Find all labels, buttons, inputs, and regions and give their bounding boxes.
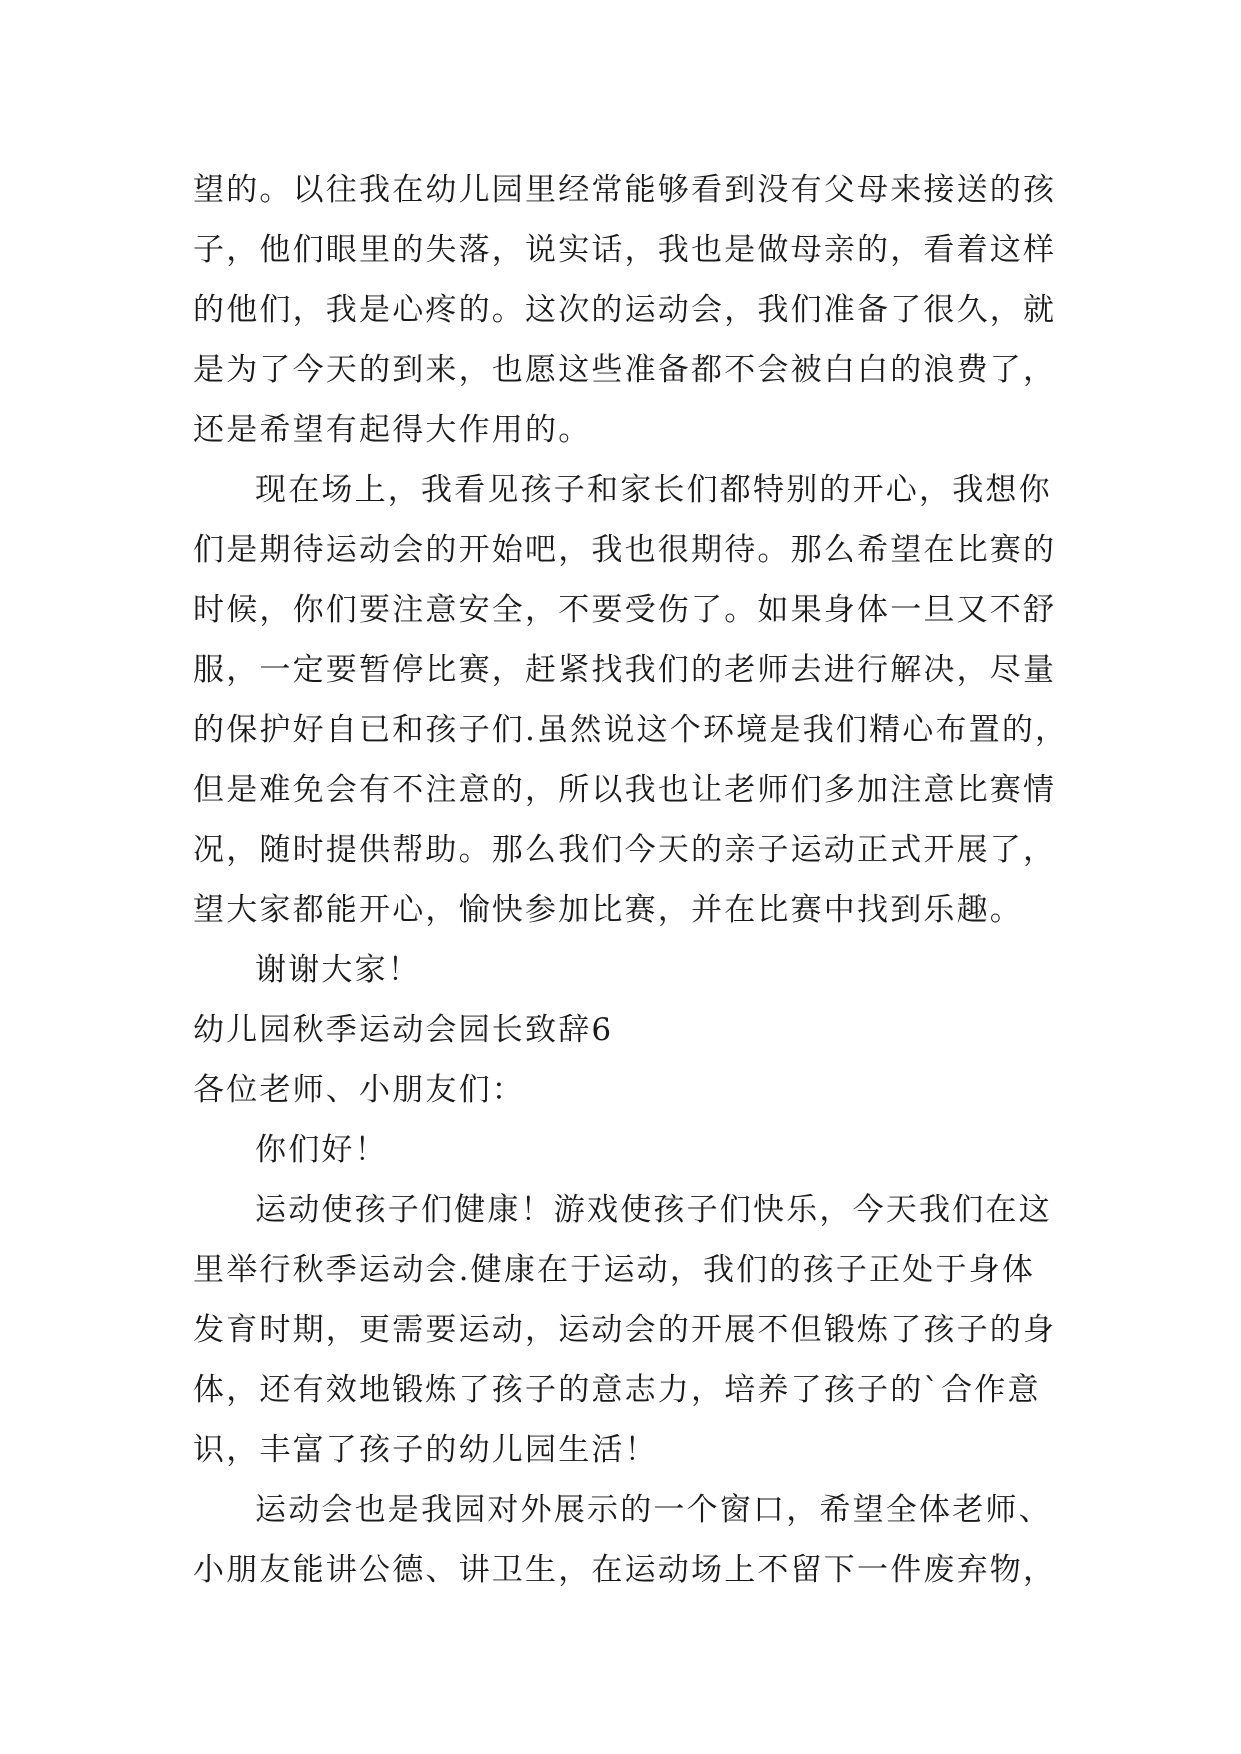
text-line: 发育时期，更需要运动，运动会的开展不但锻炼了孩子的身 — [193, 1312, 1057, 1348]
text-line: 但是难免会有不注意的，所以我也让老师们多加注意比赛情 — [193, 772, 1057, 808]
text-line: 们是期待运动会的开始吧，我也很期待。那么希望在比赛的 — [193, 532, 1057, 568]
text-line: 的他们，我是心疼的。这次的运动会，我们准备了很久，就 — [193, 292, 1057, 328]
text-line: 子，他们眼里的失落，说实话，我也是做母亲的，看着这样 — [193, 232, 1057, 268]
text-line: 识，丰富了孩子的幼儿园生活！ — [193, 1432, 658, 1468]
text-line: 还是希望有起得大作用的。 — [193, 412, 592, 448]
text-line: 望的。以往我在幼儿园里经常能够看到没有父母来接送的孩 — [193, 172, 1057, 208]
text-line: 况，随时提供帮助。那么我们今天的亲子运动正式开展了， — [193, 832, 1057, 868]
text-line: 里举行秋季运动会.健康在于运动，我们的孩子正处于身体 — [193, 1252, 1036, 1288]
text-line: 服，一定要暂停比赛，赶紧找我们的老师去进行解决，尽量 — [193, 652, 1057, 688]
text-line: 望大家都能开心，愉快参加比赛，并在比赛中找到乐趣。 — [193, 892, 1023, 928]
text-line: 体，还有效地锻炼了孩子的意志力，培养了孩子的`合作意 — [193, 1372, 1041, 1408]
salutation: 各位老师、小朋友们： — [193, 1072, 525, 1108]
text-line: 时候，你们要注意安全，不要受伤了。如果身体一旦又不舒 — [193, 592, 1057, 628]
text-line: 小朋友能讲公德、讲卫生，在运动场上不留下一件废弃物， — [193, 1552, 1057, 1588]
greeting: 你们好！ — [255, 1132, 388, 1168]
closing-thanks: 谢谢大家！ — [255, 952, 421, 988]
section-heading: 幼儿园秋季运动会园长致辞6 — [193, 1012, 614, 1048]
text-line: 是为了今天的到来，也愿这些准备都不会被白白的浪费了， — [193, 352, 1057, 388]
paragraph-first-line: 现在场上，我看见孩子和家长们都特别的开心，我想你 — [255, 472, 1052, 508]
document-body — [193, 160, 1069, 1600]
text-line: 的保护好自已和孩子们.虽然说这个环境是我们精心布置的， — [193, 712, 1069, 748]
paragraph-first-line: 运动会也是我园对外展示的一个窗口，希望全体老师、 — [255, 1492, 1052, 1528]
paragraph-first-line: 运动使孩子们健康！游戏使孩子们快乐，今天我们在这 — [255, 1192, 1052, 1228]
